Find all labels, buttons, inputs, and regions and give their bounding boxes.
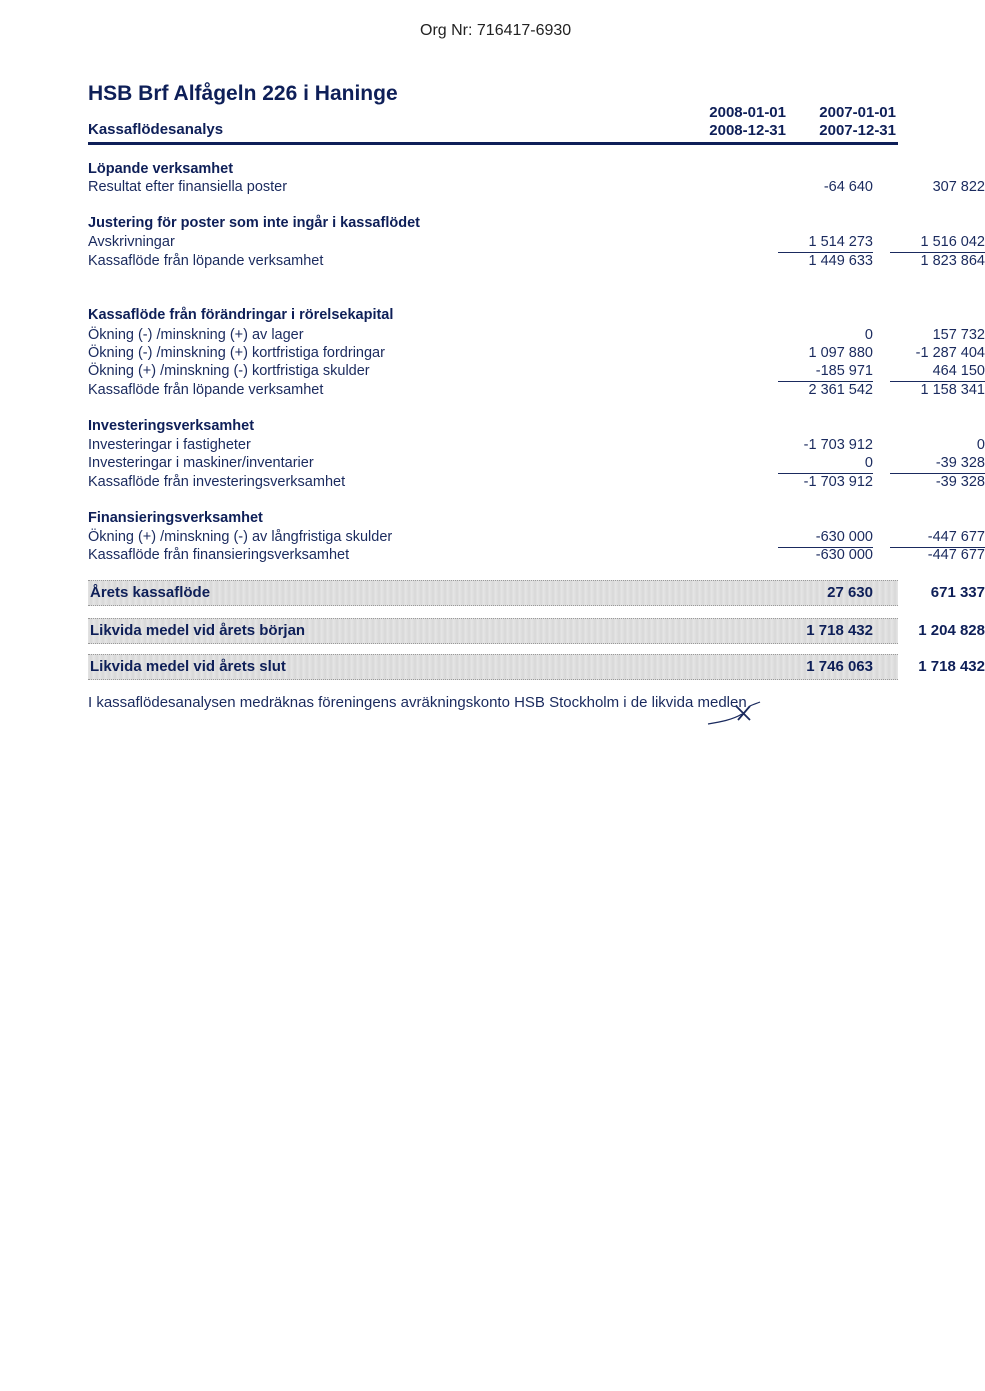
row-label: Ökning (-) /minskning (+) kortfristiga fordringar xyxy=(88,345,385,361)
value-prior: -39 328 xyxy=(935,474,985,490)
period-prior xyxy=(766,104,896,140)
row-label: Investeringar i fastigheter xyxy=(88,437,251,453)
header-rule xyxy=(88,142,898,145)
table-row xyxy=(88,344,985,363)
value-prior: -447 677 xyxy=(927,547,985,563)
summary-value-current: 1 746 063 xyxy=(806,658,873,675)
row-label: Kassaflöde från finansieringsverksamhet xyxy=(88,547,350,563)
row-label: Resultat efter finansiella poster xyxy=(88,179,288,195)
period-current-to: 2008-12-31 xyxy=(709,122,786,139)
row-label: Kassaflöde från förändringar i rörelsekapital xyxy=(88,307,394,323)
period-prior-to: 2007-12-31 xyxy=(819,122,896,139)
value-current: 2 361 542 xyxy=(808,382,873,398)
value-current: -1 703 912 xyxy=(803,474,873,490)
row-label: Kassaflöde från löpande verksamhet xyxy=(88,382,324,398)
section-heading xyxy=(88,306,898,325)
table-row xyxy=(88,326,985,345)
org-number: Org Nr: 716417-6930 xyxy=(420,22,572,39)
row-label: Ökning (-) /minskning (+) av lager xyxy=(88,327,304,343)
value-current: -630 000 xyxy=(768,528,873,547)
row-label: Löpande verksamhet xyxy=(88,161,234,177)
table-row xyxy=(88,454,985,473)
value-current: -630 000 xyxy=(815,547,873,563)
summary-row-annual-cashflow xyxy=(88,580,985,606)
section-heading xyxy=(88,509,898,528)
value-prior: -447 677 xyxy=(880,528,985,547)
row-label: Justering för poster som inte ingår i kassaflödet xyxy=(88,215,420,231)
value-prior: -1 287 404 xyxy=(915,345,985,361)
row-label: Ökning (+) /minskning (-) kortfristiga skulder xyxy=(88,363,370,379)
table-row xyxy=(88,233,985,252)
table-row xyxy=(88,528,985,547)
period-current-from: 2008-01-01 xyxy=(709,104,786,121)
table-row xyxy=(88,436,985,455)
table-row xyxy=(88,362,985,381)
value-current: 1 449 633 xyxy=(808,253,873,269)
period-prior-from: 2007-01-01 xyxy=(819,104,896,121)
row-label: Avskrivningar xyxy=(88,234,175,250)
summary-label: Årets kassaflöde xyxy=(90,584,211,601)
summary-label: Likvida medel vid årets början xyxy=(90,622,306,639)
table-row xyxy=(88,546,985,565)
value-current: 1 097 880 xyxy=(808,345,873,361)
section-heading xyxy=(88,160,898,179)
footnote: I kassaflödesanalysen medräknas föreningens avräkningskonto HSB Stockholm i de likvida medlen xyxy=(88,694,747,711)
value-prior: 464 150 xyxy=(880,362,985,381)
value-current: -64 640 xyxy=(823,179,873,195)
summary-value-current: 27 630 xyxy=(827,584,873,601)
row-label: Kassaflöde från löpande verksamhet xyxy=(88,253,324,269)
value-prior: 1 516 042 xyxy=(880,233,985,252)
document-subtitle: Kassaflödesanalys xyxy=(88,121,224,138)
row-label: Kassaflöde från investeringsverksamhet xyxy=(88,474,346,490)
row-label: Ökning (+) /minskning (-) av långfristiga skulder xyxy=(88,529,393,545)
summary-row-closing-cash xyxy=(88,654,985,680)
document-title: HSB Brf Alfågeln 226 i Haninge xyxy=(88,82,398,105)
value-prior: 0 xyxy=(976,437,985,453)
value-current: -1 703 912 xyxy=(803,437,873,453)
summary-value-current: 1 718 432 xyxy=(806,622,873,639)
table-row xyxy=(88,381,985,400)
row-label: Finansieringsverksamhet xyxy=(88,510,263,526)
value-prior: 1 823 864 xyxy=(920,253,985,269)
value-current: 0 xyxy=(864,327,873,343)
table-row xyxy=(88,473,985,492)
value-current: 1 514 273 xyxy=(768,233,873,252)
value-prior: 157 732 xyxy=(932,327,985,343)
summary-value-prior: 671 337 xyxy=(930,584,985,601)
value-prior: 1 158 341 xyxy=(920,382,985,398)
value-current: -185 971 xyxy=(768,362,873,381)
value-prior: -39 328 xyxy=(880,454,985,473)
table-row xyxy=(88,252,985,271)
value-prior: 307 822 xyxy=(932,179,985,195)
summary-value-prior: 1 718 432 xyxy=(918,658,985,675)
section-heading xyxy=(88,214,898,233)
summary-row-opening-cash xyxy=(88,618,985,644)
row-label: Investeringsverksamhet xyxy=(88,418,255,434)
value-current: 0 xyxy=(768,454,873,473)
summary-value-prior: 1 204 828 xyxy=(918,622,985,639)
summary-label: Likvida medel vid årets slut xyxy=(90,658,286,675)
handwritten-initials-mark xyxy=(706,698,766,728)
row-label: Investeringar i maskiner/inventarier xyxy=(88,455,314,471)
table-row xyxy=(88,178,985,197)
section-heading xyxy=(88,417,898,436)
